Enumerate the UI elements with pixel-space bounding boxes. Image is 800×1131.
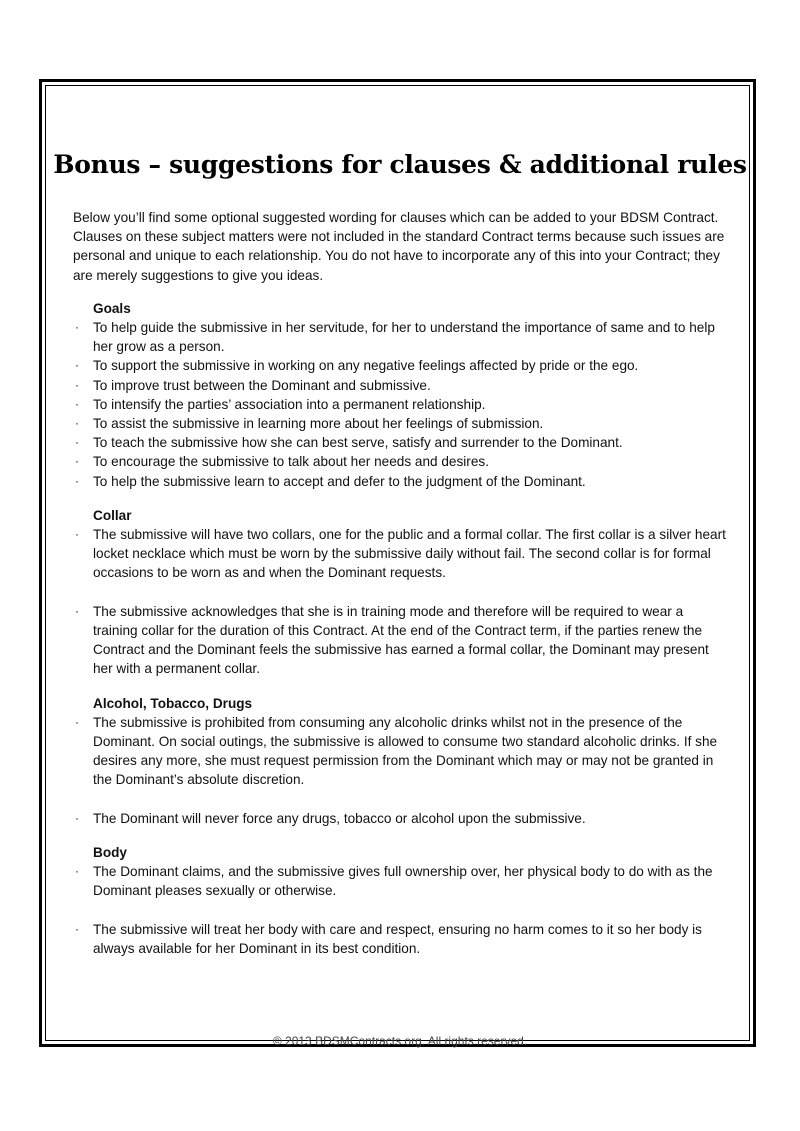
list-item bbox=[73, 414, 728, 433]
list-item bbox=[73, 920, 728, 958]
list-item-text: To encourage the submissive to talk about her needs and desires. bbox=[93, 454, 489, 470]
list-item-text: The submissive acknowledges that she is in training mode and therefore will be required to wear a training collar for the duration of this Contract. At the end of the Contract term, if the parties renew the Contract and the Dominant feels the submissive has earned a formal collar, the Dominant may present her with a permanent collar. bbox=[93, 603, 709, 677]
bullet-icon: · bbox=[75, 921, 79, 936]
list-item-text: The submissive is prohibited from consuming any alcoholic drinks whilst not in the presence of the Dominant. On social outings, the submissive is allowed to consume two standard alcoholic drinks. If she desires any more, she must request permission from the Dominant which may or may not be granted in the Dominant’s absolute discretion. bbox=[93, 714, 718, 788]
bullet-icon: · bbox=[75, 714, 79, 729]
bullet-icon: · bbox=[75, 377, 79, 392]
list-item-text: To help the submissive learn to accept and defer to the judgment of the Dominant. bbox=[93, 473, 586, 489]
list-item-text: The submissive will treat her body with care and respect, ensuring no harm comes to it so her body is always available for her Dominant in its best condition. bbox=[93, 921, 702, 956]
bullet-icon: · bbox=[75, 435, 79, 450]
list-item-text: To improve trust between the Dominant and submissive. bbox=[93, 377, 431, 393]
bullet-icon: · bbox=[75, 454, 79, 469]
bullet-icon: · bbox=[75, 358, 79, 373]
list-item-text: To intensify the parties’ association into a permanent relationship. bbox=[93, 396, 486, 412]
section-heading: Goals bbox=[93, 300, 131, 316]
list-item-text: The Dominant claims, and the submissive gives full ownership over, her physical body to do with as the Dominant pleases sexually or otherwise. bbox=[93, 864, 713, 899]
list-item bbox=[73, 809, 728, 828]
bullet-icon: · bbox=[75, 810, 79, 825]
bullet-icon: · bbox=[75, 527, 79, 542]
list-item bbox=[73, 602, 728, 679]
section-heading: Alcohol, Tobacco, Drugs bbox=[93, 695, 253, 711]
sections-container bbox=[73, 299, 728, 958]
list-item-text: To assist the submissive in learning more about her feelings of submission. bbox=[93, 416, 544, 432]
bullet-icon: · bbox=[75, 416, 79, 431]
list-item-text: To support the submissive in working on any negative feelings affected by pride or the ego. bbox=[93, 358, 639, 374]
list-item bbox=[73, 395, 728, 414]
bullet-icon: · bbox=[75, 473, 79, 488]
section-alcohol-tobacco-drugs bbox=[73, 694, 728, 828]
list-item-text: The submissive will have two collars, one for the public and a formal collar. The first collar is a silver heart locket necklace which must be worn by the submissive daily without fail. The second collar is for formal occasions to be worn as and when the Dominant requests. bbox=[93, 527, 726, 581]
bullet-icon: · bbox=[75, 864, 79, 879]
document-title: Bonus – suggestions for clauses & additional rules bbox=[53, 149, 747, 179]
bullet-icon: · bbox=[75, 396, 79, 411]
list-item bbox=[73, 452, 728, 471]
section-body bbox=[73, 843, 728, 958]
list-item bbox=[73, 376, 728, 395]
list-item-text: The Dominant will never force any drugs, tobacco or alcohol upon the submissive. bbox=[93, 810, 586, 826]
list-item bbox=[73, 713, 728, 790]
section-heading: Collar bbox=[93, 507, 132, 523]
bullet-list bbox=[73, 713, 728, 828]
list-item bbox=[73, 862, 728, 900]
list-item bbox=[73, 472, 728, 491]
list-item-text: To teach the submissive how she can best serve, satisfy and surrender to the Dominant. bbox=[93, 435, 623, 451]
copyright-footer: © 2013 BDSMContracts.org. All rights reserved. bbox=[272, 1034, 528, 1048]
bullet-list bbox=[73, 318, 728, 491]
bullet-icon: · bbox=[75, 603, 79, 618]
list-item bbox=[73, 433, 728, 452]
section-goals bbox=[73, 299, 728, 491]
section-heading: Body bbox=[93, 845, 127, 861]
bullet-list bbox=[73, 525, 728, 679]
list-item bbox=[73, 525, 728, 583]
list-item-text: To help guide the submissive in her servitude, for her to understand the importance of same and to help her grow as a person. bbox=[93, 320, 715, 355]
list-item bbox=[73, 356, 728, 375]
bullet-list bbox=[73, 862, 728, 958]
section-collar bbox=[73, 506, 728, 679]
bullet-icon: · bbox=[75, 320, 79, 334]
intro-paragraph: Below you’ll find some optional suggested wording for clauses which can be added to your BDSM Contract. Clauses on these subject matters were not included in the standard Contract terms because such issues are personal and unique to each relationship. You do not have to incorporate any of this into your Contract; they are merely suggestions to give you ideas. bbox=[73, 210, 725, 283]
document-body bbox=[73, 208, 728, 973]
list-item bbox=[73, 318, 728, 356]
